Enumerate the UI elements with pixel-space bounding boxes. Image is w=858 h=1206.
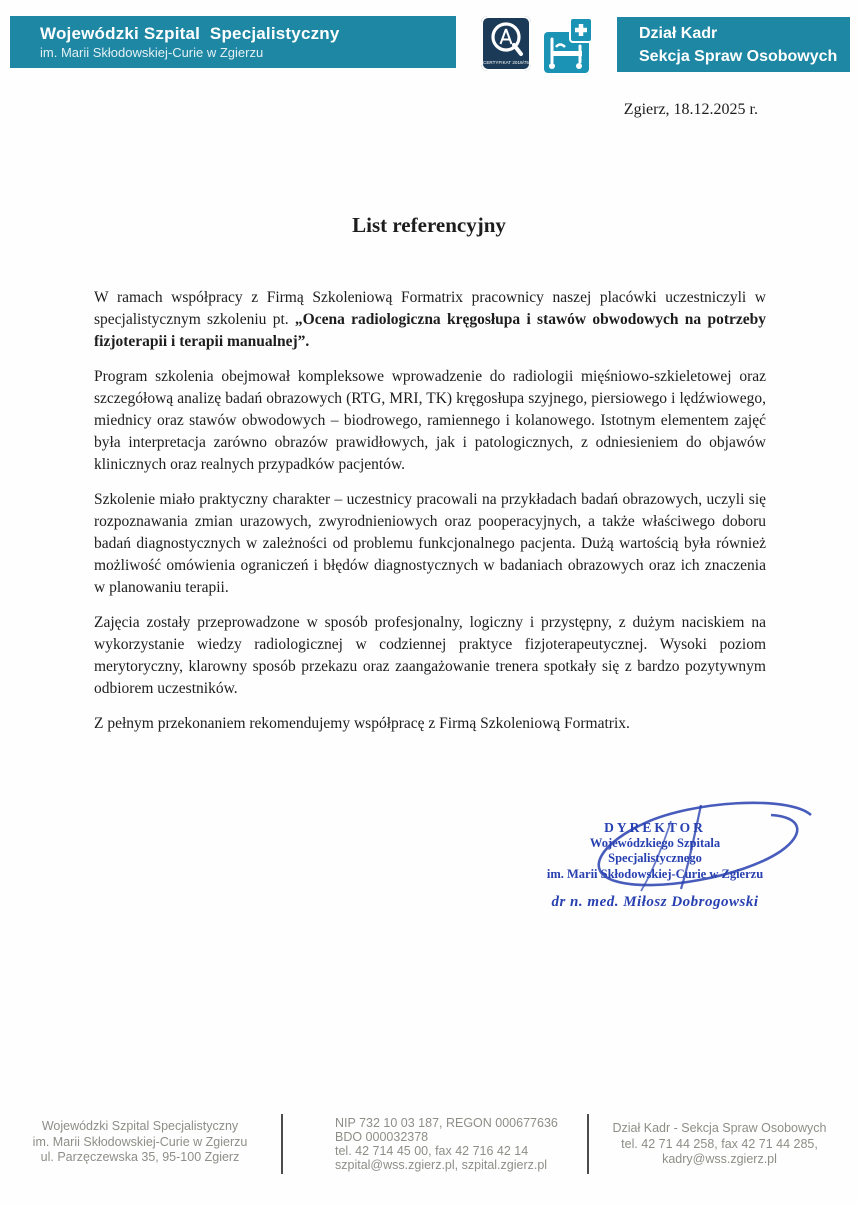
department-line1: Dział Kadr xyxy=(639,25,718,42)
q-certificate-icon xyxy=(481,16,531,71)
hospital-name: Wojewódzki Szpital Specjalistyczny xyxy=(40,24,340,43)
footer-center-line4: szpital@wss.zgierz.pl, szpital.zgierz.pl xyxy=(335,1158,548,1172)
paragraph-1 xyxy=(94,287,766,353)
stamp-org-line1: Wojewódzkiego Szpitala Specjalistycznego xyxy=(589,836,721,865)
footer-center-line1: NIP 732 10 03 187, REGON 000677636 xyxy=(335,1116,558,1130)
certificate-caption: CERTYFIKAT 2019/75 xyxy=(483,60,529,65)
hospital-header-band xyxy=(10,16,456,68)
stamp-org-line2: im. Marii Skłodowskiej-Curie w Zgierzu xyxy=(546,867,764,881)
footer-divider-left xyxy=(281,1114,283,1174)
paragraph-5: Z pełnym przekonaniem rekomendujemy współpracę z Firmą Szkoleniową Formatrix. xyxy=(94,715,630,732)
footer-center-line3: tel. 42 714 45 00, fax 42 716 42 14 xyxy=(335,1144,529,1158)
letter-body xyxy=(94,287,766,735)
document-title: List referencyjny xyxy=(352,213,506,237)
footer-hospital-address xyxy=(15,1119,265,1166)
stamp-director-name: dr n. med. Miłosz Dobrogowski xyxy=(551,894,759,910)
footer-center-line2: BDO 000032378 xyxy=(335,1130,429,1144)
medical-cross-icon xyxy=(569,17,593,43)
footer-divider-right xyxy=(587,1114,589,1174)
footer-hr-contact xyxy=(597,1121,842,1168)
footer-right-line3: kadry@wss.zgierz.pl xyxy=(662,1152,777,1166)
director-stamp xyxy=(545,820,765,910)
quality-certificate-logo xyxy=(481,16,531,71)
stamp-role: DYREKTOR xyxy=(604,820,706,835)
hospital-bed-icon xyxy=(544,17,594,74)
paragraph-1-bold-course-title: „Ocena radiologiczna kręgosłupa i stawów obwodowych na potrzeby fizjoterapii i terapii manualnej”. xyxy=(94,311,766,350)
date-line: Zgierz, 18.12.2025 r. xyxy=(623,101,758,118)
department-header-band xyxy=(617,17,850,72)
paragraph-3: Szkolenie miało praktyczny charakter – uczestnicy pracowali na przykładach badań obrazowych, uczyli się rozpoznawania zmian urazowych, zwyrodnieniowych oraz pooperacyjnych, a także właściwego doboru badań diagnostycznych w zależności od problemu funkcjonalnego pacjenta. Dużą wartością była również możliwość omówienia ograniczeń i błędów diagnostycznych w badaniach obrazowych oraz ich znaczenia w planowaniu terapii. xyxy=(94,491,766,596)
paragraph-4: Zajęcia zostały przeprowadzone w sposób profesjonalny, logiczny i przystępny, z dużym naciskiem na wykorzystanie wiedzy radiologicznej w codziennej praktyce fizjoterapeutycznej. Wysoki poziom merytoryczny, klarowny sposób przekazu oraz zaangażowanie trenera spotkały się z bardzo pozytywnym odbiorem uczestników. xyxy=(94,614,766,697)
footer-right-line1: Dział Kadr - Sekcja Spraw Osobowych xyxy=(612,1121,827,1135)
hospital-subtitle: im. Marii Skłodowskiej-Curie w Zgierzu xyxy=(40,45,264,60)
footer-left-line2: im. Marii Skłodowskiej-Curie w Zgierzu xyxy=(32,1134,248,1149)
department-line2: Sekcja Spraw Osobowych xyxy=(639,48,838,65)
paragraph-1-normal: W ramach współpracy z Firmą Szkoleniową Formatrix pracownicy naszej placówki uczestniczyli w specjalistycznym szkoleniu pt. xyxy=(94,289,766,328)
footer-registry-contact xyxy=(335,1116,590,1172)
footer-right-line2: tel. 42 71 44 258, fax 42 71 44 285, xyxy=(621,1136,818,1151)
paragraph-2: Program szkolenia obejmował kompleksowe wprowadzenie do radiologii mięśniowo-szkieletowej oraz szczegółową analizę badań obrazowych (RTG, MRI, TK) kręgosłupa szyjnego, piersiowego i lędźwiowego, miednicy oraz stawów obwodowych – biodrowego, ramiennego i kolanowego. Istotnym elementem zajęć była interpretacja zarówno obrazów prawidłowych, jak i patologicznych, z odniesieniem do objawów klinicznych oraz realnych przypadków pacjentów. xyxy=(94,368,766,473)
footer-left-line1: Wojewódzki Szpital Specjalistyczny xyxy=(41,1119,239,1133)
footer-left-line3: ul. Parzęczewska 35, 95-100 Zgierz xyxy=(40,1150,240,1164)
